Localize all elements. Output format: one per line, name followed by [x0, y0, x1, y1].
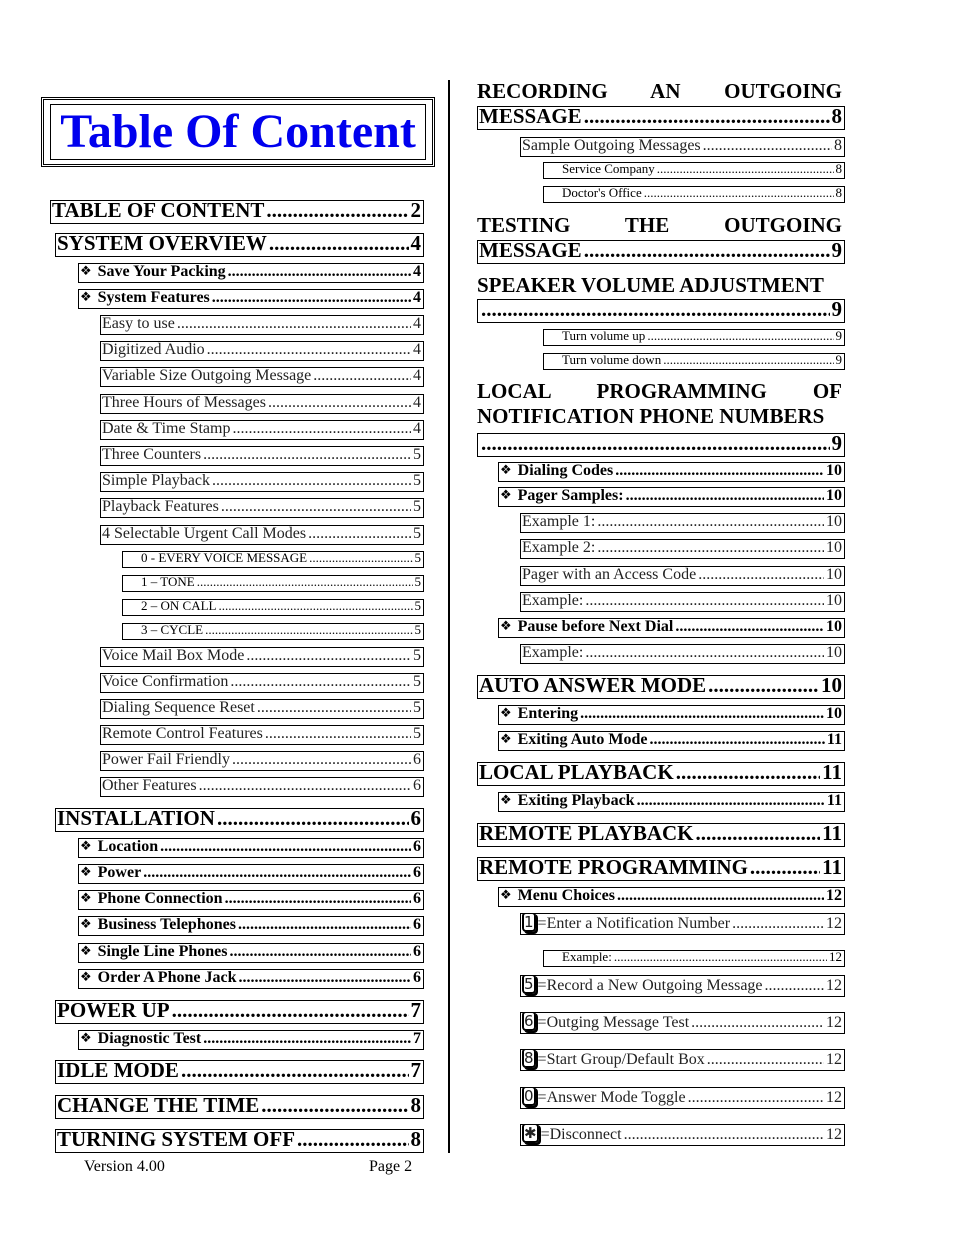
- toc-entry[interactable]: [78, 1030, 424, 1050]
- toc-entry[interactable]: [498, 487, 845, 507]
- toc-entry[interactable]: [498, 618, 845, 638]
- dot-leader: [160, 838, 411, 855]
- dot-leader: [246, 647, 411, 664]
- toc-entry[interactable]: [520, 566, 845, 586]
- diamond-bullet-icon: ❖: [500, 706, 512, 721]
- toc-entry-page: 11: [826, 731, 842, 748]
- toc-entry[interactable]: [520, 975, 845, 997]
- dot-leader: [197, 575, 413, 589]
- toc-entry-page: 6: [413, 890, 421, 907]
- toc-entry-page: 4: [413, 420, 421, 437]
- toc-entry-title: Three Counters: [102, 446, 202, 463]
- toc-entry[interactable]: [543, 186, 845, 203]
- dot-leader: [617, 887, 824, 904]
- dot-leader: [676, 762, 820, 783]
- diamond-bullet-icon: ❖: [500, 888, 512, 903]
- toc-entry-page: 10: [826, 462, 842, 479]
- toc-entry-title: =Enter a Notification Number: [537, 915, 731, 932]
- toc-entry-title: Pager Samples:: [517, 487, 624, 504]
- toc-entry-title: Exiting Playback: [517, 792, 635, 809]
- dot-leader: [207, 341, 411, 358]
- toc-entry[interactable]: [477, 762, 845, 786]
- toc-entry[interactable]: [122, 551, 424, 568]
- toc-entry[interactable]: [78, 890, 424, 910]
- toc-entry-title: TURNING SYSTEM OFF: [57, 1129, 296, 1151]
- toc-entry-page: 10: [826, 566, 842, 583]
- toc-entry-page: 9: [831, 299, 842, 321]
- toc-entry-page: 10: [826, 705, 842, 722]
- dot-leader: [647, 329, 833, 343]
- toc-entry[interactable]: [100, 673, 424, 693]
- dot-leader: [708, 675, 819, 696]
- toc-entry[interactable]: [477, 857, 845, 881]
- dot-leader: [225, 890, 411, 907]
- toc-entry-title: Menu Choices: [517, 887, 615, 904]
- toc-entry[interactable]: [100, 647, 424, 667]
- page-title: Table Of Content: [60, 105, 416, 158]
- toc-entry[interactable]: [100, 341, 424, 361]
- toc-entry[interactable]: [477, 823, 845, 847]
- toc-entry-title: Turn volume up: [562, 329, 646, 343]
- toc-entry-page: 6: [413, 751, 421, 768]
- diamond-bullet-icon: ❖: [500, 488, 512, 503]
- dot-leader: [637, 792, 825, 809]
- toc-entry-title: REMOTE PLAYBACK: [479, 823, 694, 845]
- toc-entry-page: 5: [413, 725, 421, 742]
- toc-entry-title: Other Features: [102, 777, 197, 794]
- toc-entry-title: System Features: [97, 289, 210, 306]
- dot-leader: [217, 808, 409, 829]
- diamond-bullet-icon: ❖: [80, 970, 92, 985]
- dot-leader: [597, 539, 824, 556]
- toc-entry-page: 11: [826, 792, 842, 809]
- toc-entry-page: 10: [826, 513, 842, 530]
- toc-entry-page: 8: [834, 137, 842, 154]
- toc-entry-title: Playback Features: [102, 498, 219, 515]
- footer-page: Page 2: [369, 1158, 413, 1175]
- toc-entry[interactable]: [543, 329, 845, 346]
- title-frame: [41, 97, 435, 167]
- toc-entry[interactable]: [520, 1087, 845, 1109]
- toc-entry[interactable]: [520, 592, 845, 612]
- dot-leader: [212, 289, 411, 306]
- toc-entry[interactable]: [520, 1049, 845, 1071]
- toc-entry-title: =Disconnect: [540, 1126, 622, 1143]
- toc-entry-title: 4 Selectable Urgent Call Modes: [102, 525, 307, 542]
- toc-entry[interactable]: [55, 1060, 424, 1084]
- toc-entry[interactable]: [520, 513, 845, 533]
- toc-entry-page: 5: [414, 599, 421, 613]
- toc-entry-title: Service Company: [562, 162, 655, 176]
- dot-leader: [261, 1095, 408, 1116]
- toc-entry[interactable]: [543, 353, 845, 370]
- toc-entry-page: 5: [413, 699, 421, 716]
- toc-entry[interactable]: [477, 106, 845, 130]
- toc-entry-page: 2: [410, 200, 421, 222]
- toc-entry-title: Dialing Sequence Reset: [102, 699, 255, 716]
- toc-entry-page: 6: [410, 808, 421, 830]
- toc-entry-page: 4: [413, 367, 421, 384]
- dot-leader: [143, 864, 411, 881]
- toc-entry-page: 11: [822, 857, 842, 879]
- toc-entry[interactable]: [520, 644, 845, 664]
- dot-leader: [481, 433, 830, 454]
- toc-entry-page: 6: [413, 916, 421, 933]
- dot-leader: [228, 263, 411, 280]
- toc-entry-page: 4: [413, 394, 421, 411]
- toc-entry-page: 7: [413, 1030, 421, 1047]
- keypad-key-icon: ✱: [524, 1124, 537, 1142]
- toc-entry-page: 7: [410, 1000, 421, 1022]
- dot-leader: [181, 1060, 409, 1081]
- toc-entry[interactable]: [78, 289, 424, 309]
- toc-entry-title: Single Line Phones: [97, 943, 228, 960]
- dot-leader: [644, 186, 834, 200]
- toc-entry[interactable]: [100, 498, 424, 518]
- toc-entry-page: 10: [826, 539, 842, 556]
- toc-entry-title: INSTALLATION: [57, 808, 215, 830]
- dot-leader: [230, 673, 411, 690]
- keypad-key-icon: 1: [524, 913, 534, 931]
- toc-entry-title: LOCAL PLAYBACK: [479, 762, 674, 784]
- toc-entry-title: Example 2:: [522, 539, 596, 556]
- toc-entry-title: IDLE MODE: [57, 1060, 179, 1082]
- toc-entry-page: 8: [410, 1129, 421, 1151]
- diamond-bullet-icon: ❖: [500, 619, 512, 634]
- toc-entry-page: 12: [826, 1126, 842, 1143]
- toc-entry[interactable]: [55, 1095, 424, 1119]
- diamond-bullet-icon: ❖: [80, 290, 92, 305]
- toc-entry-page: 8: [835, 162, 842, 176]
- toc-entry-title: 2 – ON CALL: [141, 599, 217, 613]
- dot-leader: [688, 1089, 824, 1106]
- dot-leader: [584, 106, 830, 127]
- toc-entry-page: 5: [413, 647, 421, 664]
- toc-entry[interactable]: [100, 751, 424, 771]
- dot-leader: [266, 200, 408, 221]
- toc-entry[interactable]: [543, 950, 845, 967]
- toc-entry-page: 12: [829, 950, 842, 964]
- dot-leader: [232, 420, 411, 437]
- toc-entry[interactable]: [100, 725, 424, 745]
- toc-entry-page: 12: [826, 915, 842, 932]
- diamond-bullet-icon: ❖: [80, 891, 92, 906]
- toc-entry-page: 8: [410, 1095, 421, 1117]
- toc-entry[interactable]: [55, 1000, 424, 1024]
- dot-leader: [268, 394, 411, 411]
- toc-entry-title: =Answer Mode Toggle: [537, 1089, 686, 1106]
- dot-leader: [584, 240, 830, 261]
- toc-entry[interactable]: [55, 808, 424, 832]
- toc-entry-page: 5: [413, 673, 421, 690]
- keypad-key-icon: 0: [524, 1087, 534, 1105]
- dot-leader: [203, 1030, 411, 1047]
- toc-entry[interactable]: [78, 263, 424, 283]
- toc-entry-page: 10: [826, 487, 842, 504]
- toc-entry-title: Save Your Packing: [97, 263, 226, 280]
- toc-entry-page: 5: [413, 472, 421, 489]
- toc-entry[interactable]: [100, 315, 424, 335]
- diamond-bullet-icon: ❖: [80, 944, 92, 959]
- section-heading-line: TESTING THE OUTGOING: [477, 213, 842, 237]
- toc-entry[interactable]: [477, 240, 845, 264]
- toc-entry[interactable]: [78, 916, 424, 936]
- toc-entry[interactable]: [78, 943, 424, 963]
- toc-entry-page: 12: [826, 1014, 842, 1031]
- toc-entry[interactable]: [520, 539, 845, 559]
- toc-entry-page: 11: [822, 823, 842, 845]
- toc-entry-title: CHANGE THE TIME: [57, 1095, 260, 1117]
- toc-entry-title: 0 - EVERY VOICE MESSAGE: [141, 551, 308, 565]
- dot-leader: [172, 1000, 409, 1021]
- toc-entry[interactable]: [50, 200, 424, 224]
- toc-entry[interactable]: [78, 838, 424, 858]
- toc-entry-title: =Record a New Outgoing Message: [537, 977, 763, 994]
- toc-entry-title: Exiting Auto Mode: [517, 731, 648, 748]
- toc-entry[interactable]: [100, 699, 424, 719]
- toc-entry-page: 12: [826, 1051, 842, 1068]
- toc-entry-title: Order A Phone Jack: [97, 969, 237, 986]
- dot-leader: [203, 446, 411, 463]
- toc-entry-page: 6: [413, 838, 421, 855]
- toc-entry-title: =Outging Message Test: [537, 1014, 690, 1031]
- dot-leader: [615, 462, 824, 479]
- toc-entry-page: 12: [826, 977, 842, 994]
- toc-entry-page: 6: [413, 777, 421, 794]
- dot-leader: [269, 233, 409, 254]
- footer-version: Version 4.00: [84, 1158, 165, 1175]
- dot-leader: [649, 731, 824, 748]
- toc-entry-title: =Start Group/Default Box: [537, 1051, 705, 1068]
- toc-entry-page: 4: [413, 341, 421, 358]
- toc-entry-title: Turn volume down: [562, 353, 662, 367]
- diamond-bullet-icon: ❖: [500, 793, 512, 808]
- toc-entry[interactable]: [122, 599, 424, 616]
- toc-entry[interactable]: [55, 233, 424, 257]
- toc-entry-title: Example:: [522, 644, 584, 661]
- toc-entry-title: Example:: [522, 592, 584, 609]
- toc-entry-page: 7: [410, 1060, 421, 1082]
- dot-leader: [238, 969, 411, 986]
- dot-leader: [765, 977, 824, 994]
- toc-entry[interactable]: [520, 137, 845, 157]
- toc-entry-page: 11: [822, 762, 842, 784]
- keypad-key-icon: 6: [524, 1012, 534, 1030]
- toc-entry-title: Digitized Audio: [102, 341, 205, 358]
- section-heading-line: NOTIFICATION PHONE NUMBERS: [477, 404, 825, 428]
- toc-entry[interactable]: [543, 162, 845, 179]
- diamond-bullet-icon: ❖: [500, 463, 512, 478]
- dot-leader: [308, 525, 411, 542]
- dot-leader: [238, 916, 411, 933]
- keypad-key-icon: 8: [524, 1049, 534, 1067]
- toc-entry-page: 4: [413, 263, 421, 280]
- toc-entry-page: 10: [826, 592, 842, 609]
- section-heading-line: SPEAKER VOLUME ADJUSTMENT: [477, 273, 824, 297]
- diamond-bullet-icon: ❖: [80, 264, 92, 279]
- toc-entry[interactable]: [122, 575, 424, 592]
- dot-leader: [663, 353, 833, 367]
- toc-entry-page: 4: [410, 233, 421, 255]
- dot-leader: [297, 1129, 408, 1150]
- toc-entry-title: Location: [97, 838, 159, 855]
- toc-entry[interactable]: [100, 472, 424, 492]
- toc-entry[interactable]: [100, 367, 424, 387]
- toc-entry-title: AUTO ANSWER MODE: [479, 675, 707, 697]
- toc-entry-page: 8: [831, 106, 842, 128]
- toc-entry-title: 3 – CYCLE: [141, 623, 204, 637]
- dot-leader: [750, 857, 820, 878]
- dot-leader: [657, 162, 834, 176]
- toc-entry-page: 5: [413, 525, 421, 542]
- toc-entry-title: Remote Control Features: [102, 725, 263, 742]
- toc-entry-title: Phone Connection: [97, 890, 223, 907]
- toc-entry-title: Doctor's Office: [562, 186, 642, 200]
- dot-leader: [675, 618, 824, 635]
- toc-entry-page: 5: [413, 446, 421, 463]
- toc-entry-title: SYSTEM OVERVIEW: [57, 233, 267, 255]
- dot-leader: [707, 1051, 824, 1068]
- dot-leader: [696, 823, 821, 844]
- dot-leader: [218, 599, 412, 613]
- keypad-key-icon: 5: [524, 975, 534, 993]
- toc-entry[interactable]: [100, 446, 424, 466]
- toc-entry-page: 5: [414, 551, 421, 565]
- toc-entry-title: Pause before Next Dial: [517, 618, 674, 635]
- toc-entry-title: Simple Playback: [102, 472, 210, 489]
- toc-entry[interactable]: [55, 1129, 424, 1153]
- toc-entry-page: 6: [413, 969, 421, 986]
- toc-entry-page: 9: [835, 329, 842, 343]
- toc-entry-page: 10: [826, 644, 842, 661]
- toc-entry-title: Business Telephones: [97, 916, 236, 933]
- toc-entry-title: Dialing Codes: [517, 462, 614, 479]
- toc-entry[interactable]: [520, 913, 845, 935]
- toc-entry-title: Power Fail Friendly: [102, 751, 230, 768]
- toc-entry-title: REMOTE PROGRAMMING: [479, 857, 748, 879]
- dot-leader: [229, 943, 411, 960]
- toc-entry-title: Entering: [517, 705, 579, 722]
- title-inner-frame: [50, 104, 426, 160]
- dot-leader: [614, 950, 827, 964]
- toc-entry-page: 10: [826, 618, 842, 635]
- toc-entry-page: 5: [413, 498, 421, 515]
- toc-entry-title: MESSAGE: [479, 240, 582, 262]
- dot-leader: [585, 592, 824, 609]
- column-divider: [448, 80, 450, 1153]
- toc-entry[interactable]: [100, 777, 424, 797]
- toc-entry[interactable]: [498, 887, 845, 907]
- toc-entry-title: TABLE OF CONTENT: [52, 200, 265, 222]
- dot-leader: [313, 367, 411, 384]
- toc-entry[interactable]: [498, 462, 845, 482]
- toc-entry[interactable]: [477, 299, 845, 323]
- toc-entry-page: 4: [413, 289, 421, 306]
- toc-entry-title: Diagnostic Test: [97, 1030, 202, 1047]
- toc-entry[interactable]: [100, 394, 424, 414]
- toc-entry-title: Easy to use: [102, 315, 175, 332]
- toc-entry-title: Variable Size Outgoing Message: [102, 367, 312, 384]
- toc-entry[interactable]: [498, 705, 845, 725]
- dot-leader: [624, 1126, 824, 1143]
- toc-entry-page: 12: [826, 1089, 842, 1106]
- toc-entry-page: 4: [413, 315, 421, 332]
- toc-entry[interactable]: [122, 623, 424, 640]
- toc-entry-title: MESSAGE: [479, 106, 582, 128]
- toc-entry-title: Date & Time Stamp: [102, 420, 231, 437]
- dot-leader: [732, 915, 824, 932]
- toc-entry-title: Voice Confirmation: [102, 673, 229, 690]
- toc-entry[interactable]: [520, 1012, 845, 1034]
- dot-leader: [232, 751, 411, 768]
- dot-leader: [597, 513, 824, 530]
- toc-entry-page: 5: [414, 575, 421, 589]
- toc-entry-page: 10: [821, 675, 842, 697]
- section-heading-line: RECORDING AN OUTGOING: [477, 79, 842, 103]
- toc-entry-title: Sample Outgoing Messages: [522, 137, 701, 154]
- toc-entry[interactable]: [78, 969, 424, 989]
- dot-leader: [481, 299, 830, 320]
- dot-leader: [257, 699, 411, 716]
- toc-entry-title: Example:: [562, 950, 612, 964]
- dot-leader: [626, 487, 824, 504]
- toc-entry-title: Three Hours of Messages: [102, 394, 266, 411]
- dot-leader: [309, 551, 412, 565]
- toc-entry-page: 6: [413, 943, 421, 960]
- toc-entry-page: 5: [414, 623, 421, 637]
- toc-entry[interactable]: [78, 864, 424, 884]
- dot-leader: [199, 777, 411, 794]
- toc-entry[interactable]: [498, 792, 845, 812]
- toc-entry-title: POWER UP: [57, 1000, 170, 1022]
- dot-leader: [177, 315, 411, 332]
- section-heading-line: LOCAL PROGRAMMING OF: [477, 379, 842, 403]
- toc-entry[interactable]: [100, 420, 424, 440]
- dot-leader: [212, 472, 411, 489]
- dot-leader: [205, 623, 412, 637]
- toc-entry-page: 9: [835, 353, 842, 367]
- toc-entry-title: Example 1:: [522, 513, 596, 530]
- toc-entry-page: 9: [831, 240, 842, 262]
- toc-entry-title: 1 – TONE: [141, 575, 195, 589]
- toc-entry-page: 12: [826, 887, 842, 904]
- toc-entry-title: Voice Mail Box Mode: [102, 647, 245, 664]
- toc-entry[interactable]: [477, 675, 845, 699]
- diamond-bullet-icon: ❖: [500, 732, 512, 747]
- toc-entry-page: 9: [831, 433, 842, 455]
- toc-entry[interactable]: [520, 1124, 845, 1146]
- toc-entry-page: 6: [413, 864, 421, 881]
- dot-leader: [703, 137, 832, 154]
- toc-entry[interactable]: [498, 731, 845, 751]
- diamond-bullet-icon: ❖: [80, 839, 92, 854]
- dot-leader: [221, 498, 411, 515]
- toc-entry[interactable]: [100, 525, 424, 545]
- dot-leader: [580, 705, 824, 722]
- toc-entry-title: Pager with an Access Code: [522, 566, 697, 583]
- dot-leader: [698, 566, 824, 583]
- diamond-bullet-icon: ❖: [80, 1031, 92, 1046]
- toc-entry-title: Power: [97, 864, 142, 881]
- dot-leader: [691, 1014, 824, 1031]
- diamond-bullet-icon: ❖: [80, 917, 92, 932]
- dot-leader: [265, 725, 411, 742]
- toc-entry-page: 8: [835, 186, 842, 200]
- dot-leader: [585, 644, 824, 661]
- diamond-bullet-icon: ❖: [80, 865, 92, 880]
- toc-entry[interactable]: [477, 433, 845, 457]
